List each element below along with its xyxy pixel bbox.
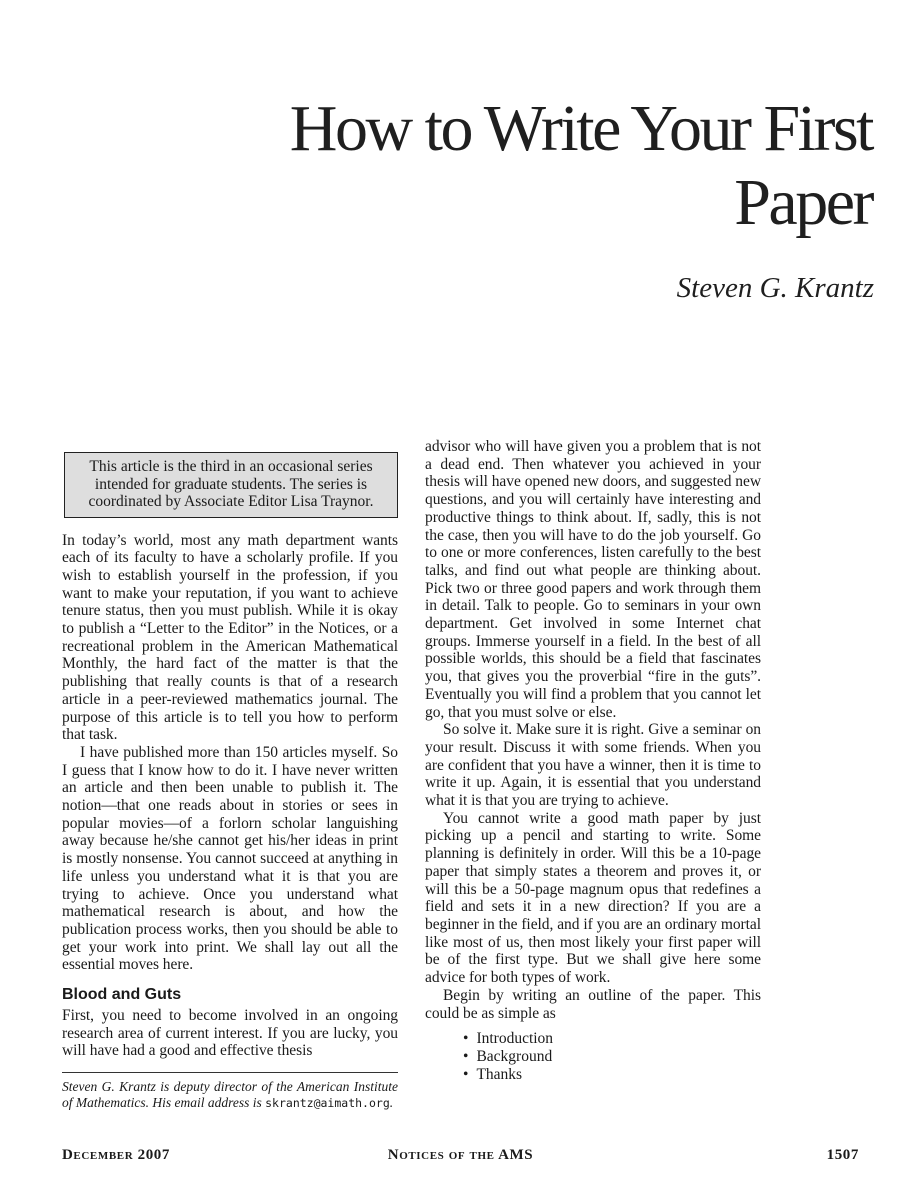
page-footer (62, 1147, 859, 1167)
footnote-divider (62, 1072, 398, 1073)
right-paragraph-2: So solve it. Make sure it is right. Give a seminar on your result. Discuss it with some friends. When you are confident that you have a winner, then it is time to write it up. Again, it is essential that you understand what it is that you are trying to achieve. (425, 721, 761, 810)
title-block (92, 92, 872, 240)
title-line-1: How to Write Your First (289, 92, 872, 165)
intro-paragraph-1: In today’s world, most any math department wants each of its faculty to have a scholarly profile. If you wish to establish yourself in the profession, if you want to make your reputation, if you want to achieve tenure status, then you must publish. While it is okay to publish a “Letter to the Editor” in the Notices, or a recreational problem in the American Mathematical Monthly, the hard fact of the matter is that the publishing that really counts is that of a research article in a peer-reviewed mathematics journal. The purpose of this article is to tell you how to perform that task. (62, 531, 398, 744)
footer-page-number: 1507 (826, 1147, 859, 1163)
left-column (62, 438, 398, 1111)
section-paragraph-1: First, you need to become involved in an ongoing research area of current interest. If you are lucky, you will have had a good and effective thesis (62, 1007, 398, 1060)
footnote-text: Steven G. Krantz is deputy director of the American Institute of Mathematics. His email address is (62, 1079, 398, 1111)
author-footnote (62, 1079, 398, 1111)
article-title (92, 92, 872, 240)
right-paragraph-1: advisor who will have given you a problem that is not a dead end. Then whatever you achieved in your thesis will have opened new doors, and suggested new questions, and you will certainly have interesting and productive things to think about. If, sadly, this is not the case, then you will have to do the job yourself. Go to one or more conferences, listen carefully to the best talks, and find out what people are thinking about. Pick two or three good papers and work through them in detail. Talk to people. Go to seminars in your own department. Get involved in some Internet chat groups. Immerse yourself in a field. In the best of all possible worlds, this should be a field that fascinates you, that gives you the proverbial “fire in the guts”. Eventually you will find a problem that you cannot let go, that you must solve or else. (425, 438, 761, 721)
intro-paragraph-2: I have published more than 150 articles myself. So I guess that I know how to do it. I have never written an article and then been unable to publish it. The notion—that one reads about in stories or sees in popular movies—of a forlorn scholar languishing away because he/she cannot get his/her ideas in print is mostly nonsense. You cannot succeed at anything in life unless you understand what it is that you are trying to achieve. Once you understand what mathematical research is about, and how the publication process works, then you should be able to get your work into print. We shall lay out all the essential moves here. (62, 743, 398, 974)
footer-journal: Notices of the AMS (387, 1147, 534, 1163)
list-item: • Background (463, 1048, 761, 1066)
right-paragraph-4: Begin by writing an outline of the paper. This could be as simple as (425, 986, 761, 1022)
list-item: • Introduction (463, 1030, 761, 1048)
right-paragraph-3: You cannot write a good math paper by just picking up a pencil and starting to write. Some planning is definitely in order. Will this be a 10-page paper that simply states a theorem and proves it, or will this be a 50-page magnum opus that redefines a field and sets it in a new direction? If you are a beginner in the field, and if you are an ordinary mortal like most of us, then most likely your first paper will be of the first type. But we shall give here some advice for both types of work. (425, 809, 761, 987)
footer-date: December 2007 (62, 1147, 171, 1163)
title-line-2: Paper (734, 166, 872, 239)
right-column (425, 438, 761, 1083)
outline-list (463, 1030, 761, 1083)
author-email: skrantz@aimath.org (265, 1096, 390, 1111)
list-item: • Thanks (463, 1066, 761, 1084)
footnote-end: . (389, 1095, 394, 1111)
author-name: Steven G. Krantz (676, 272, 874, 304)
section-heading: Blood and Guts (62, 986, 182, 1004)
series-note-box: This article is the third in an occasional series intended for graduate students. The series is coordinated by Associate Editor Lisa Traynor. (64, 452, 398, 518)
